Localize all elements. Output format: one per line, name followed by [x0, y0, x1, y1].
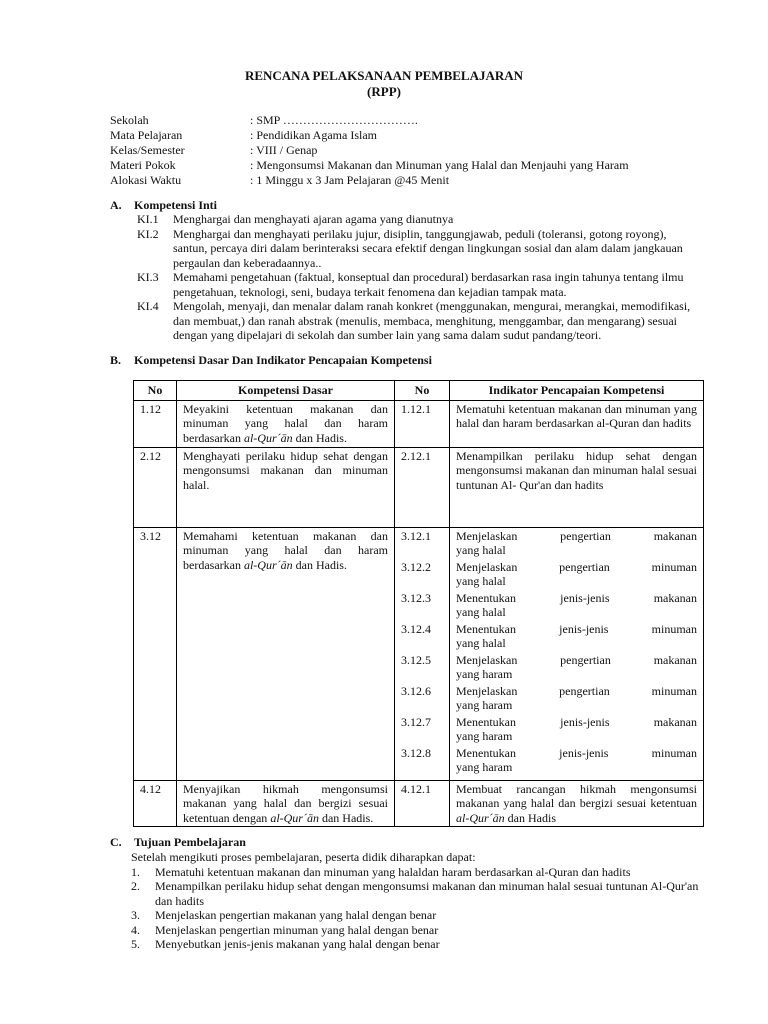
info-label: Kelas/Semester: [110, 143, 185, 157]
indicator-text: [456, 529, 697, 560]
kompetensi-inti-list: [137, 212, 697, 343]
indicator-no: 3.12.2: [401, 559, 431, 574]
kd-no: 2.12: [134, 447, 177, 527]
indicator-text: [456, 746, 697, 777]
header-no: No: [134, 381, 177, 401]
indicator-word: pengertian: [559, 559, 610, 574]
ki-item: [137, 212, 697, 227]
ki-code: KI.3: [137, 270, 159, 284]
indicator-no: 3.12.5: [401, 652, 431, 667]
indicator-word: yang halal: [456, 543, 506, 557]
list-item: [131, 937, 711, 952]
indicator-word: Menjelaskan: [456, 683, 518, 698]
table-row: [134, 780, 704, 827]
kd-text-main: Memahami ketentuan makanan dan minuman yang halal dan haram berdasarkan: [183, 528, 388, 572]
indicator-word: pengertian: [560, 652, 611, 667]
ki-text: Mengolah, menyaji, dan menalar dalam ranah konkret (menggunakan, mengurai, merangkai, memodifikasi, dan membuat,) dan ranah abstrak (menulis, membaca, menghitung, menggambar, dan mengarang) sesuai dengan yang dipelajari di sekolah dan sumber lain yang sama dalam sudut pandang/teori.: [173, 299, 691, 342]
info-label: Materi Pokok: [110, 158, 176, 172]
indicator-no: 3.12.8: [401, 745, 431, 760]
indicator-no: 3.12.3: [401, 590, 431, 605]
header-indikator: Indikator Pencapaian Kompetensi: [450, 381, 704, 401]
list-number: 5.: [131, 937, 140, 951]
list-text: Menyebutkan jenis-jenis makanan yang halal dengan benar: [155, 937, 440, 951]
indicator-word: yang haram: [456, 698, 513, 712]
kd-text-tail: dan Hadis.: [292, 430, 347, 445]
info-row: [110, 173, 629, 188]
indicator-word: makanan: [653, 714, 697, 729]
section-c-heading: [110, 835, 246, 850]
indicator-word: Menjelaskan: [456, 528, 518, 543]
indicator-no: 3.12.4: [401, 621, 431, 636]
indicator-no-list: [395, 527, 450, 780]
kd-text: [177, 527, 395, 780]
info-row: [110, 143, 629, 158]
indicator-no: 2.12.1: [395, 447, 450, 527]
indicator-word: Menentukan: [456, 621, 516, 636]
indicator-text: [456, 560, 697, 591]
list-item: [131, 923, 711, 938]
section-a-heading: [110, 198, 217, 213]
indicator-no: 3.12.6: [401, 683, 431, 698]
indicator-word: Menjelaskan: [456, 559, 518, 574]
kd-text-tail: dan Hadis.: [292, 557, 347, 572]
indicator-word: jenis-jenis: [560, 590, 610, 605]
indicator-word: Menentukan: [456, 745, 516, 760]
indicator-text: [456, 653, 697, 684]
indicator-no: 4.12.1: [395, 780, 450, 827]
indicator-word: yang halal: [456, 605, 506, 619]
indicator-text: [456, 715, 697, 746]
section-title: Kompetensi Inti: [134, 198, 218, 212]
kd-text: [177, 400, 395, 447]
list-text: Menjelaskan pengertian makanan yang halal dengan benar: [155, 908, 437, 922]
indicator-text: [456, 622, 697, 653]
ki-item: [137, 270, 697, 299]
list-number: 4.: [131, 922, 140, 937]
kd-no: 3.12: [134, 527, 177, 780]
indicator-word: minuman: [651, 745, 697, 760]
indicator-word: jenis-jenis: [560, 714, 610, 729]
info-value: : Pendidikan Agama Islam: [250, 128, 377, 142]
list-number: 1.: [131, 864, 140, 879]
indicator-no: 1.12.1: [395, 400, 450, 447]
indicator-text: Menampilkan perilaku hidup sehat dengan mengonsumsi makanan dan minuman halal sesuai tuntunan Al- Qur'an dan hadits: [450, 447, 704, 527]
ki-item: [137, 227, 697, 271]
identity-block: [110, 113, 629, 188]
ki-text: Menghargai dan menghayati ajaran agama yang dianutnya: [173, 212, 454, 226]
kd-indicator-table: [133, 380, 704, 827]
info-value: : 1 Minggu x 3 Jam Pelajaran @45 Menit: [250, 173, 450, 187]
section-letter: A.: [110, 198, 122, 212]
indicator-word: yang haram: [456, 760, 513, 774]
info-label: Mata Pelajaran: [110, 128, 183, 142]
title-line-2: (RPP): [367, 84, 401, 99]
list-number: 3.: [131, 908, 140, 922]
info-label: Sekolah: [110, 113, 149, 127]
info-label: Alokasi Waktu: [110, 173, 182, 187]
indicator-word: pengertian: [559, 683, 610, 698]
list-text: Mematuhi ketentuan makanan dan minuman yang halaldan haram berdasarkan al-Quran dan hadits: [155, 864, 631, 879]
kd-text: Menghayati perilaku hidup sehat dengan mengonsumsi makanan dan minuman halal.: [177, 447, 395, 527]
info-row: [110, 158, 629, 173]
ki-item: [137, 299, 697, 343]
ki-code: KI.1: [137, 212, 159, 226]
info-row: [110, 128, 629, 143]
indicator-word: makanan: [653, 652, 697, 667]
indicator-word: minuman: [651, 683, 697, 698]
indicator-word: jenis-jenis: [559, 621, 609, 636]
indicator-word: makanan: [653, 528, 697, 543]
kd-text-tail: dan Hadis.: [318, 810, 374, 825]
header-kompetensi-dasar: Kompetensi Dasar: [177, 381, 395, 401]
indicator-text: Mematuhi ketentuan makanan dan minuman yang halal dan haram berdasarkan al-Quran dan hadits: [450, 400, 704, 447]
section-title: Tujuan Pembelajaran: [134, 835, 246, 849]
list-text: Menampilkan perilaku hidup sehat dengan mengonsumsi makanan dan minuman halal sesuai tuntunan Al-Qur'an dan hadits: [155, 879, 699, 908]
kd-no: 1.12: [134, 400, 177, 447]
indicator-text-tail: dan Hadis: [504, 810, 556, 825]
ki-text: Memahami pengetahuan (faktual, konseptual dan procedural) berdasarkan rasa ingin tahunya tentang ilmu pengetahuan, teknologi, seni, budaya terkait fenomena dan kejadian tampak mata.: [173, 270, 684, 299]
indicator-word: jenis-jenis: [559, 745, 609, 760]
indicator-no: 3.12.1: [401, 528, 431, 543]
indicator-word: Menentukan: [456, 590, 516, 605]
list-item: [131, 865, 711, 880]
info-row: [110, 113, 629, 128]
section-letter: C.: [110, 835, 122, 849]
kd-text-emphasis: al-Qur´ān: [270, 810, 319, 825]
ki-code: KI.2: [137, 226, 159, 241]
info-value: : SMP …………………………….: [250, 113, 418, 127]
indicator-text-list: [450, 527, 704, 780]
header-no-indikator: No: [395, 381, 450, 401]
kd-text-main: Meyakini ketentuan makanan dan minuman yang halal dan haram berdasarkan: [183, 401, 388, 445]
title-line-1: RENCANA PELAKSANAAN PEMBELAJARAN: [244, 68, 524, 83]
tujuan-list: [131, 850, 711, 952]
table-row: [134, 527, 704, 780]
indicator-word: minuman: [651, 621, 697, 636]
list-item: [131, 879, 711, 908]
indicator-word: Menjelaskan: [456, 652, 518, 667]
ki-text: Menghargai dan menghayati perilaku jujur, disiplin, tanggungjawab, peduli (toleransi, gotong royong), santun, percaya diri dalam berinteraksi secara efektif dengan lingkungan sosial dan alam dalam jangkauan pergaulan dan keberadaannya..: [173, 226, 683, 270]
kd-text-emphasis: al-Qur´ān: [243, 557, 293, 572]
document-title: [0, 68, 768, 100]
table-row: [134, 447, 704, 527]
kd-text-emphasis: al-Qur´ān: [243, 430, 293, 445]
kd-no: 4.12: [134, 780, 177, 827]
table-row: [134, 400, 704, 447]
indicator-no: 3.12.7: [401, 714, 431, 729]
kd-text-main: Menyajikan hikmah mengonsumsi makanan yang halal dan bergizi sesuai ketentuan dengan: [183, 781, 388, 825]
indicator-word: yang haram: [456, 729, 513, 743]
indicator-text: [450, 780, 704, 827]
list-text: Menjelaskan pengertian minuman yang halal dengan benar: [155, 922, 439, 937]
indicator-text: [456, 684, 697, 715]
tujuan-intro: Setelah mengikuti proses pembelajaran, peserta didik diharapkan dapat:: [131, 850, 476, 864]
indicator-word: yang halal: [456, 636, 506, 650]
section-b-heading: [110, 353, 432, 368]
indicator-word: pengertian: [560, 528, 611, 543]
kd-text: [177, 780, 395, 827]
indicator-word: Menentukan: [456, 714, 516, 729]
info-value: : VIII / Genap: [250, 143, 318, 157]
indicator-word: yang halal: [456, 574, 506, 588]
indicator-text: [456, 591, 697, 622]
list-number: 2.: [131, 879, 140, 893]
info-value: : Mengonsumsi Makanan dan Minuman yang Halal dan Menjauhi yang Haram: [250, 158, 629, 172]
section-letter: B.: [110, 353, 122, 367]
section-title: Kompetensi Dasar Dan Indikator Pencapaian Kompetensi: [134, 353, 432, 367]
indicator-word: yang haram: [456, 667, 513, 681]
table-header-row: [134, 381, 704, 401]
indicator-word: makanan: [653, 590, 697, 605]
indicator-text-main: Membuat rancangan hikmah mengonsumsi makanan yang halal dan bergizi sesuai ketentuan: [456, 781, 697, 810]
ki-code: KI.4: [137, 299, 159, 313]
indicator-text-emphasis: al-Qur´ān: [456, 810, 505, 825]
indicator-word: minuman: [651, 559, 697, 574]
list-item: [131, 908, 711, 923]
